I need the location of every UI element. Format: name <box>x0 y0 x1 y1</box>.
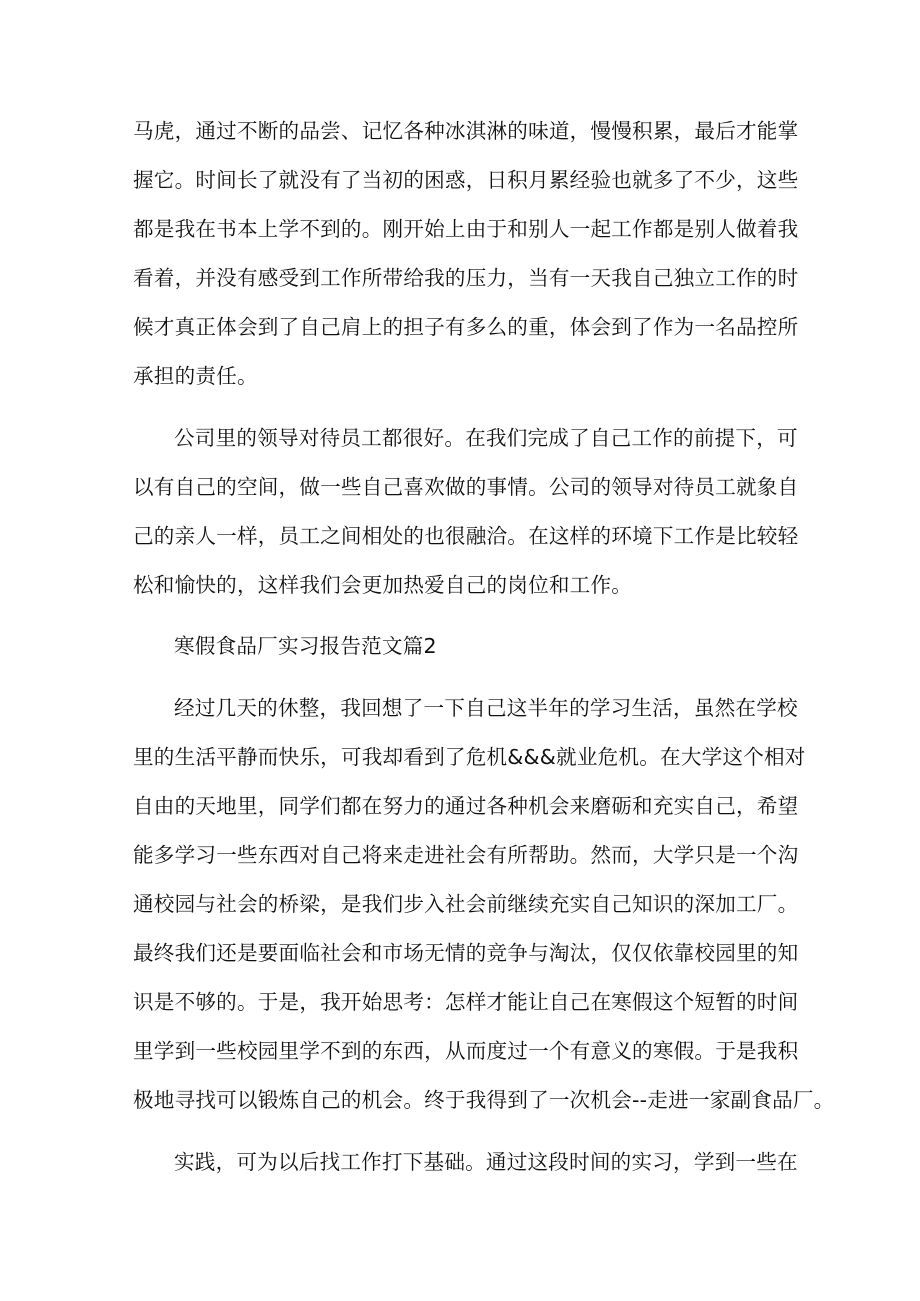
text-line: 以有自己的空间，做一些自己喜欢做的事情。公司的领导对待员工就象自 <box>133 475 799 499</box>
text-line: 实践，可为以后找工作打下基础。通过这段时间的实习，学到一些在 <box>174 1150 798 1174</box>
text-line: 识是不够的。于是，我开始思考：怎样才能让自己在寒假这个短暂的时间 <box>133 990 799 1014</box>
text-line: 最终我们还是要面临社会和市场无情的竞争与淘汰，仅仅依靠校园里的知 <box>133 941 799 965</box>
text-line: 里学到一些校园里学不到的东西，从而度过一个有意义的寒假。于是我积 <box>133 1039 799 1063</box>
text-line: 候才真正体会到了自己肩上的担子有多么的重，体会到了作为一名品控所 <box>133 315 799 339</box>
text-line: 都是我在书本上学不到的。刚开始上由于和别人一起工作都是别人做着我 <box>133 217 799 241</box>
text-line: 握它。时间长了就没有了当初的困惑，日积月累经验也就多了不少，这些 <box>133 168 799 192</box>
text-line: 看着，并没有感受到工作所带给我的压力，当有一天我自己独立工作的时 <box>133 266 799 290</box>
text-line: 公司里的领导对待员工都很好。在我们完成了自己工作的前提下，可 <box>174 426 798 450</box>
text-line: 己的亲人一样，员工之间相处的也很融洽。在这样的环境下工作是比较轻 <box>133 524 799 548</box>
text-line: 松和愉快的，这样我们会更加热爱自己的岗位和工作。 <box>133 573 633 597</box>
text-line: 马虎，通过不断的品尝、记忆各种冰淇淋的味道，慢慢积累，最后才能掌 <box>133 119 799 143</box>
text-line: 承担的责任。 <box>133 364 258 388</box>
text-line: 里的生活平静而快乐，可我却看到了危机&&&就业危机。在大学这个相对 <box>133 745 806 769</box>
text-line: 经过几天的休整，我回想了一下自己这半年的学习生活，虽然在学校 <box>174 696 798 720</box>
section-heading: 寒假食品厂实习报告范文篇2 <box>174 634 437 658</box>
text-line: 自由的天地里，同学们都在努力的通过各种机会来磨砺和充实自己，希望 <box>133 794 799 818</box>
text-line: 能多学习一些东西对自己将来走进社会有所帮助。然而，大学只是一个沟 <box>133 843 799 867</box>
text-line: 通校园与社会的桥梁，是我们步入社会前继续充实自己知识的深加工厂。 <box>133 892 799 916</box>
text-line: 极地寻找可以锻炼自己的机会。终于我得到了一次机会--走进一家副食品厂。 <box>133 1088 835 1112</box>
